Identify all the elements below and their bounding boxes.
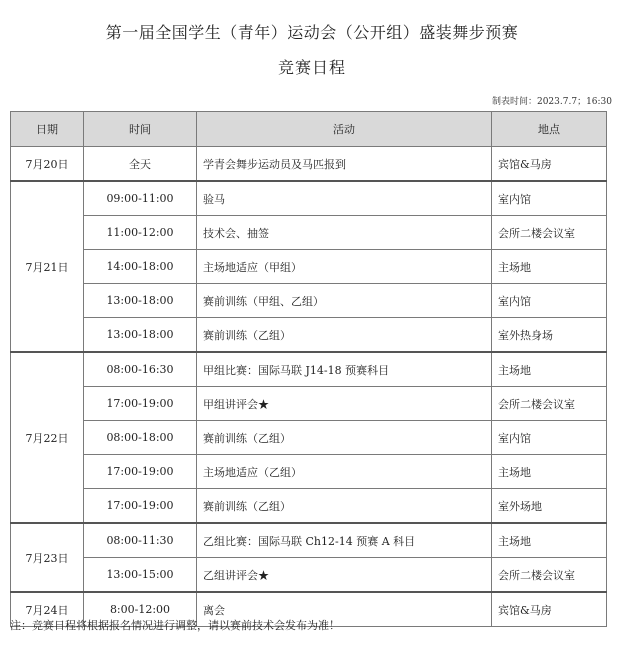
location-cell: 宾馆&马房 — [492, 147, 607, 182]
header-activity: 活动 — [197, 112, 492, 147]
schedule-table — [10, 111, 607, 627]
activity-cell: 乙组讲评会★ — [197, 558, 492, 593]
activity-cell: 主场地适应（甲组） — [197, 250, 492, 284]
document-subtitle: 竞赛日程 — [277, 58, 346, 77]
activity-cell: 赛前训练（乙组） — [197, 489, 492, 524]
location-cell: 室外场地 — [492, 489, 607, 524]
activity-cell: 学青会舞步运动员及马匹报到 — [197, 147, 492, 182]
make-time: 制表时间：2023.7.7；16:30 — [491, 97, 612, 107]
location-cell: 会所二楼会议室 — [492, 387, 607, 421]
activity-cell: 主场地适应（乙组） — [197, 455, 492, 489]
date-cell: 7月20日 — [11, 147, 84, 182]
location-cell: 主场地 — [492, 352, 607, 387]
time-cell: 全天 — [84, 147, 197, 182]
table-row — [11, 387, 607, 421]
time-cell: 13:00-18:00 — [84, 284, 197, 318]
date-cell: 7月21日 — [11, 181, 84, 352]
activity-cell: 验马 — [197, 181, 492, 216]
date-cell: 7月22日 — [11, 352, 84, 523]
table-row — [11, 250, 607, 284]
time-cell: 09:00-11:00 — [84, 181, 197, 216]
location-cell: 主场地 — [492, 455, 607, 489]
table-row — [11, 489, 607, 524]
time-cell: 11:00-12:00 — [84, 216, 197, 250]
location-cell: 室内馆 — [492, 284, 607, 318]
location-cell: 室内馆 — [492, 421, 607, 455]
activity-cell: 赛前训练（乙组） — [197, 318, 492, 353]
activity-cell: 甲组讲评会★ — [197, 387, 492, 421]
time-cell: 08:00-11:30 — [84, 523, 197, 558]
location-cell: 宾馆&马房 — [492, 592, 607, 627]
header-date: 日期 — [11, 112, 84, 147]
time-cell: 14:00-18:00 — [84, 250, 197, 284]
table-row — [11, 523, 607, 558]
footnote: 注：竞赛日程将根据报名情况进行调整，请以赛前技术会发布为准！ — [10, 619, 340, 632]
activity-cell: 赛前训练（甲组、乙组） — [197, 284, 492, 318]
time-cell: 08:00-16:30 — [84, 352, 197, 387]
location-cell: 会所二楼会议室 — [492, 558, 607, 593]
header-row — [11, 112, 607, 147]
location-cell: 会所二楼会议室 — [492, 216, 607, 250]
document-title: 第一届全国学生（青年）运动会（公开组）盛装舞步预赛 — [105, 23, 519, 42]
schedule-body — [11, 147, 607, 627]
table-row — [11, 455, 607, 489]
table-row — [11, 216, 607, 250]
activity-cell: 技术会、抽签 — [197, 216, 492, 250]
table-row — [11, 181, 607, 216]
table-row — [11, 558, 607, 593]
time-cell: 13:00-15:00 — [84, 558, 197, 593]
location-cell: 主场地 — [492, 523, 607, 558]
table-row — [11, 147, 607, 182]
activity-cell: 赛前训练（乙组） — [197, 421, 492, 455]
activity-cell: 乙组比赛：国际马联 Ch12-14 预赛 A 科目 — [197, 523, 492, 558]
table-row — [11, 318, 607, 353]
time-cell: 08:00-18:00 — [84, 421, 197, 455]
table-row — [11, 284, 607, 318]
activity-cell: 甲组比赛：国际马联 J14-18 预赛科目 — [197, 352, 492, 387]
table-row — [11, 352, 607, 387]
time-cell: 13:00-18:00 — [84, 318, 197, 353]
activity-cell: 离会 — [197, 592, 492, 627]
time-cell: 17:00-19:00 — [84, 387, 197, 421]
location-cell: 室内馆 — [492, 181, 607, 216]
table-row — [11, 421, 607, 455]
time-cell: 17:00-19:00 — [84, 489, 197, 524]
time-cell: 17:00-19:00 — [84, 455, 197, 489]
date-cell: 7月23日 — [11, 523, 84, 592]
date-cell: 7月24日 — [11, 592, 84, 627]
location-cell: 室外热身场 — [492, 318, 607, 353]
time-cell: 8:00-12:00 — [84, 592, 197, 627]
header-location: 地点 — [492, 112, 607, 147]
location-cell: 主场地 — [492, 250, 607, 284]
header-time: 时间 — [84, 112, 197, 147]
